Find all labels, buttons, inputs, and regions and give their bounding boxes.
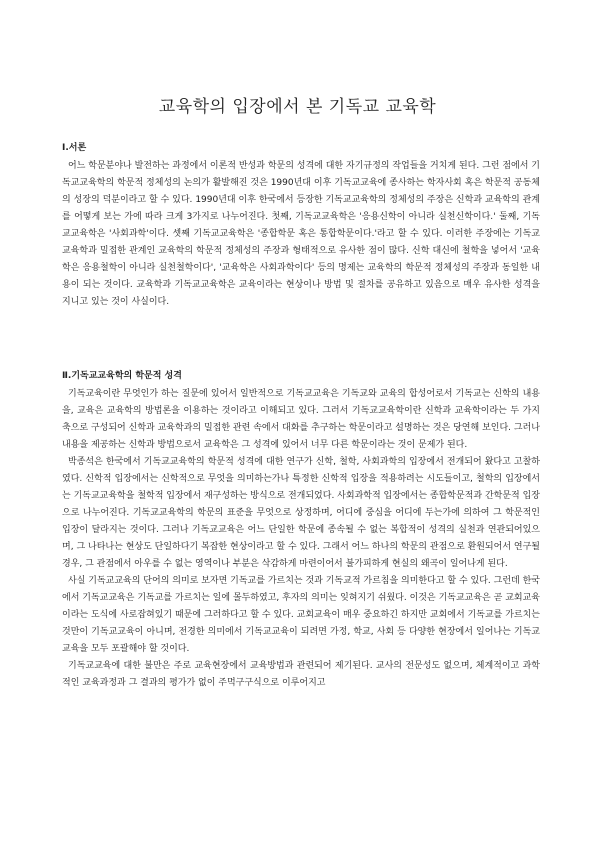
paragraph: 사실 기독교교육의 단어의 의미로 보자면 기독교를 가르치는 것과 기독교적 가르침을 의미한다고 할 수 있다. 그런데 한국에서 기독교교육은 기독교를 가르치는 일에 몰두하였고, 후자의 의미는 잊혀지기 쉬웠다. 이것은 기독교교육은 곧 교회교육이라는 도식에 사로잡혀있기 때문에 그러하다고 할 수 있다. 교회교육이 매우 중요하긴 하지만 교회에서 기독교를 가르치는 것만이 기독교교육이 아니며, 전경한 의미에서 기독교교육이 되려면 가정, 학교, 사회 등 다양한 현장에서 일어나는 기독교교육을 모두 포괄해야 할 것이다.: [62, 576, 540, 654]
paragraph: 기독교교육에 대한 불만은 주로 교육현장에서 교육방법과 관련되어 제기된다. 교사의 전문성도 없으며, 체계적이고 과학적인 교육과정과 그 결과의 평가가 없이 주먹구구식으로 이루어지고: [62, 661, 540, 688]
document-title: 교육학의 입장에서 본 기독교 교육학: [158, 97, 437, 117]
paragraph: 박종석은 한국에서 기독교교육학의 학문적 성격에 대한 연구가 신학, 철학, 사회과학의 입장에서 전개되어 왔다고 고찰하였다. 신학적 입장에서는 신학적으로 무엇을 의미하는가나 특정한 신학적 입장을 적용하려는 시도들이고, 철학의 입장에서는 기독교교육학을 철학적 입장에서 재구성하는 방식으로 전개되었다. 사회과학적 입장에서는 종합학문적과 간학문적 입장으로 나누어진다. 기독교교육학의 학문의 표준을 무엇으로 상정하며, 어디에 중심을 어디에 두는가에 의하여 그 학문적인 입장이 달라지는 것이다. 그러나 기독교교육은 어느 단일한 학문에 종속될 수 없는 복합적이 성격의 실천과 연관되어있으며, 그 나타나는 현상도 단일하다기 복잡한 현상이라고 할 수 있다. 그래서 어느 하나의 학문의 관점으로 환원되어서 연구될 경우, 그 관점에서 아우를 수 없는 영역이나 부분은 삭감하게 마련이어서 불가피하게 현실의 왜곡이 일어나게 된다.: [62, 457, 540, 569]
section-heading-intro: Ⅰ.서론: [62, 143, 87, 153]
paragraph: 기독교육이란 무엇인가 하는 질문에 있어서 일반적으로 기독교교육은 기독교와 교육의 합성어로서 기독교는 신학의 내용을, 교육은 교육학의 방법론을 이용하는 것이라고 이해되고 있다. 그러서 기독교교육학이란 신학과 교육학이라는 두 가지 축으로 구성되어 신학과 교육학과의 밀접한 관련 속에서 대화를 추구하는 학문이라고 설명하는 것은 당연해 보인다. 그러나 내용을 제공하는 신학과 방법으로서 교육학은 그 성격에 있어서 너무 다른 학문이라는 것이 문제가 된다.: [62, 389, 540, 450]
paragraph: 어느 학문분야나 발전하는 과정에서 이론적 반성과 학문의 성격에 대한 자기규정의 작업들을 거치게 된다. 그런 점에서 기독교교육학의 학문적 정체성의 논의가 활발해진 것은 1990년대 이후 기독교교육에 종사하는 학자사회 혹은 학문적 공동체의 성장의 덕분이라고 할 수 있다. 1990년대 이후 한국에서 등장한 기독교교육학의 정체성의 주장은 신학과 교육학의 관계를 어떻게 보는 가에 따라 크게 3가지로 나누어진다. 첫째, 기독교교육학은 '응용신학이 아니라 실천신학이다.' 둘째, 기독교교육학은 '사회과학'이다. 셋째 기독교교육학은 '종합학문 혹은 통합학문이다.'라고 할 수 있다. 이러한 주장에는 기독교교육학과 밀접한 관계인 교육학의 학문적 정체성의 주장과 형태적으로 유사한 점이 많다. 신학 대신에 철학을 넣어서 '교육학은 응용철학이 아니라 실천철학이다', '교육학은 사회과학이다' 등의 명제는 교육학의 학문적 정체성의 주장과 동일한 내용이 되는 것이다. 교육학과 기독교교육학은 교육이라는 현상이나 방법 및 절차를 공유하고 있음으로 매우 유사한 성격을 지니고 있는 것이 사실이다.: [62, 161, 540, 307]
section-body-intro: [62, 158, 540, 311]
section-body-academic-character: [62, 386, 540, 692]
section-heading-academic-character: Ⅱ.기독교교육학의 학문적 성격: [62, 371, 182, 381]
